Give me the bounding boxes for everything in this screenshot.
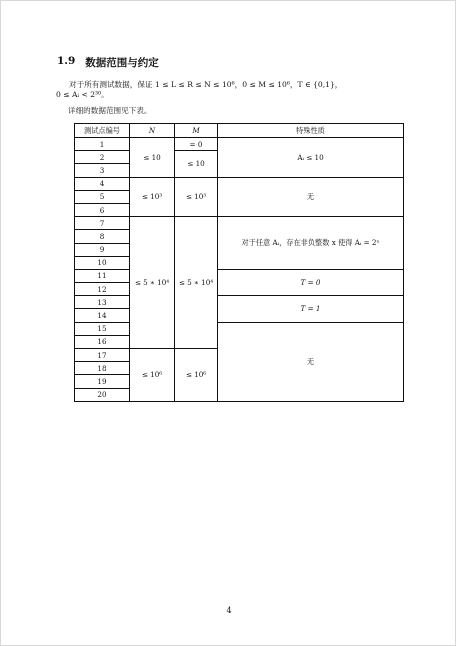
constraints-line-1: 对于所有测试数据，保证 1 ≤ L ≤ R ≤ N ≤ 10⁶，0 ≤ M ≤ 10⁶，T ∈ {0,1}， [69,80,343,89]
header-special-property: 特殊性质 [218,124,404,138]
test-id-cell: 9 [75,243,130,256]
property-cell: 对于任意 Aᵢ，存在非负整数 x 使得 Aᵢ = 2ˣ [218,217,404,270]
test-id-cell: 13 [75,296,130,309]
property-cell: 无 [218,322,404,401]
test-id-cell: 15 [75,322,130,335]
test-id-cell: 6 [75,203,130,216]
section-title: 数据范围与约定 [85,57,159,69]
test-id-cell: 19 [75,375,130,388]
test-id-cell: 14 [75,309,130,322]
data-range-table [74,123,404,402]
test-id-cell: 8 [75,230,130,243]
table-row [75,177,404,190]
test-id-cell: 4 [75,177,130,190]
test-id-cell: 17 [75,349,130,362]
test-id-cell: 18 [75,362,130,375]
n-range-cell: ≤ 10⁶ [130,349,175,402]
table-row [75,269,404,282]
header-n: N [130,124,175,138]
test-id-cell: 1 [75,138,130,151]
table-header-row [75,124,404,138]
table-row [75,217,404,230]
m-range-cell: ≤ 10 [175,151,218,177]
m-range-cell: ≤ 10⁶ [175,349,218,402]
header-m: M [175,124,218,138]
constraints-line-2: 0 ≤ Aᵢ < 2³⁰。 [56,90,109,99]
property-cell: 无 [218,177,404,217]
table-row [75,296,404,309]
n-range-cell: ≤ 10³ [130,177,175,217]
test-id-cell: 5 [75,190,130,203]
test-id-cell: 16 [75,335,130,348]
test-id-cell: 10 [75,256,130,269]
property-cell: T = 1 [218,296,404,322]
table-intro: 详细的数据范围见下表。 [68,106,152,115]
n-range-cell: ≤ 10 [130,138,175,178]
table-row [75,138,404,151]
test-id-cell: 2 [75,151,130,164]
test-id-cell: 3 [75,164,130,177]
section-number: 1.9 [57,55,76,67]
m-range-cell: = 0 [175,138,218,151]
n-range-cell: ≤ 5 ∗ 10⁴ [130,217,175,349]
test-id-cell: 7 [75,217,130,230]
section-heading [57,55,159,70]
table-row [75,322,404,335]
test-id-cell: 12 [75,283,130,296]
property-cell: Aᵢ ≤ 10 [218,138,404,178]
test-id-cell: 20 [75,388,130,401]
m-range-cell: ≤ 10³ [175,177,218,217]
page-number: 4 [226,606,232,615]
m-range-cell: ≤ 5 ∗ 10⁴ [175,217,218,349]
test-id-cell: 11 [75,269,130,282]
header-test-id: 测试点编号 [75,124,130,138]
property-cell: T = 0 [218,269,404,295]
